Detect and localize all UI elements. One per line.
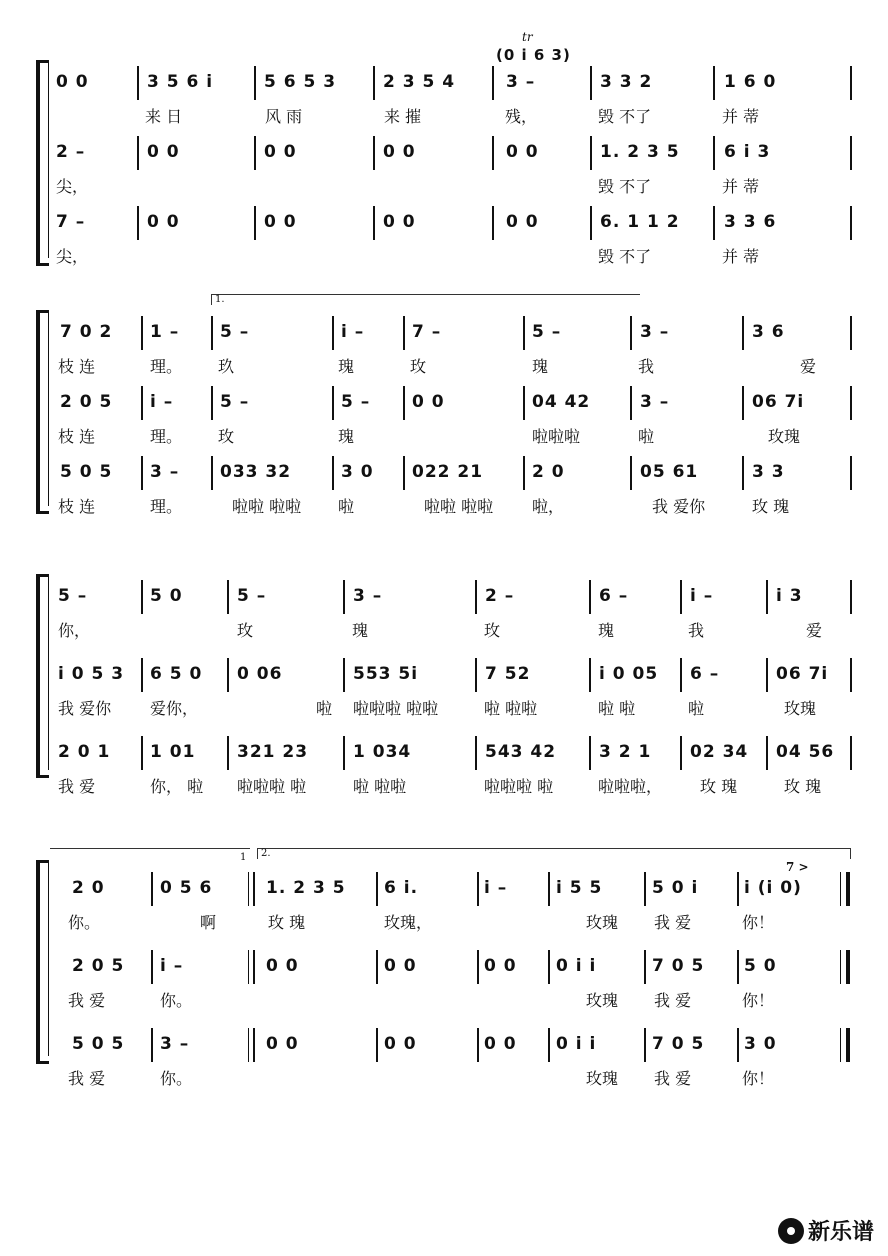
bar-lyrics: 玫 瑰 (268, 913, 306, 932)
barline (630, 456, 632, 490)
bar-lyrics: 理。 (150, 497, 183, 516)
score-system-2 (0, 294, 888, 524)
barline (680, 658, 682, 692)
bar-lyrics: 我 爱 (654, 913, 692, 932)
ornament-notes: (0 i 6 3) (496, 46, 571, 64)
barline (766, 736, 768, 770)
barline (373, 66, 375, 100)
barline (742, 316, 744, 350)
bar-notes: 1 6 0 (724, 72, 777, 92)
part-row (0, 1026, 888, 1096)
barline (477, 1028, 479, 1062)
bar-notes: i 5 5 (556, 878, 603, 898)
bar-lyrics: 我 爱 (654, 991, 692, 1010)
barline (850, 580, 852, 614)
barline (475, 736, 477, 770)
bar-notes: 7 0 2 (60, 322, 113, 342)
part-row (0, 870, 888, 940)
bar-lyrics: 你！ (742, 1069, 775, 1088)
barline (332, 316, 334, 350)
bar-lyrics: 我 爱你 (652, 497, 706, 516)
bar-lyrics: 爱你， (150, 699, 199, 718)
site-logo (778, 1215, 874, 1246)
bar-lyrics: 啦 (688, 699, 705, 718)
barline (713, 66, 715, 100)
bar-lyrics: 毁 不了 (598, 247, 652, 266)
part-row (0, 656, 888, 726)
bar-notes: 6. 1 1 2 (600, 212, 680, 232)
barline (846, 1028, 850, 1062)
bar-notes: 3 – (506, 72, 536, 92)
barline (141, 386, 143, 420)
barline (137, 66, 139, 100)
barline (137, 206, 139, 240)
barline (850, 66, 852, 100)
bar-notes: 5 0 5 (72, 1034, 125, 1054)
bar-notes: 5 0 5 (60, 462, 113, 482)
bar-notes: 0 0 (264, 212, 297, 232)
bar-notes: 3 – (150, 462, 180, 482)
bar-notes: i 0 05 (599, 664, 659, 684)
volta-bracket (211, 294, 640, 305)
bar-notes: 0 5 6 (160, 878, 213, 898)
bar-notes: 6 – (690, 664, 720, 684)
barline (254, 66, 256, 100)
bar-notes: 0 0 (384, 956, 417, 976)
barline (644, 1028, 646, 1062)
bar-notes: 2 3 5 4 (383, 72, 456, 92)
bar-lyrics: 枝 连 (58, 497, 96, 516)
bar-lyrics: 瑰 (532, 357, 549, 376)
bar-notes: i – (160, 956, 184, 976)
barline (737, 872, 739, 906)
bar-notes: 0 0 (147, 212, 180, 232)
barline (737, 950, 739, 984)
barline (492, 136, 494, 170)
bar-notes: 3 2 1 (599, 742, 652, 762)
barline (376, 1028, 378, 1062)
bar-notes: 2 0 5 (72, 956, 125, 976)
bar-lyrics: 你。 (68, 913, 101, 932)
barline (523, 386, 525, 420)
barline (630, 316, 632, 350)
bar-notes: 2 0 1 (58, 742, 111, 762)
bar-lyrics: 玫 瑰 (752, 497, 790, 516)
barline (373, 136, 375, 170)
barline (850, 136, 852, 170)
bar-notes: 5 – (58, 586, 88, 606)
bar-notes: 1 034 (353, 742, 412, 762)
bar-lyrics: 毁 不了 (598, 177, 652, 196)
bar-lyrics: 啦 啦 (598, 699, 636, 718)
bar-lyrics: 啦啦啦 啦 (484, 777, 554, 796)
bar-notes: 5 0 (744, 956, 777, 976)
bar-notes: 3 0 (744, 1034, 777, 1054)
bar-notes: 6 – (599, 586, 629, 606)
bar-notes: 5 0 i (652, 878, 699, 898)
part-row (0, 384, 888, 454)
bar-notes: 7 0 5 (652, 956, 705, 976)
bar-notes: i (i 0) (744, 878, 802, 898)
bar-lyrics: 啦 啦啦 (353, 777, 407, 796)
bar-notes: 0 0 (147, 142, 180, 162)
barline (590, 206, 592, 240)
barline (343, 658, 345, 692)
vinyl-record-icon (778, 1218, 804, 1244)
bar-notes: 0 0 (384, 1034, 417, 1054)
bar-notes: 0 0 (383, 212, 416, 232)
part-row (0, 578, 888, 648)
barline (630, 386, 632, 420)
bar-notes: 0 0 (412, 392, 445, 412)
bar-notes: 5 – (220, 392, 250, 412)
barline (737, 1028, 739, 1062)
barline (548, 872, 550, 906)
barline (141, 580, 143, 614)
barline (850, 206, 852, 240)
bar-notes: i – (484, 878, 508, 898)
bar-lyrics: 玫 (484, 621, 501, 640)
part-row (0, 948, 888, 1018)
bar-notes: 05 61 (640, 462, 699, 482)
barline (523, 456, 525, 490)
bar-lyrics: 啦 (638, 427, 655, 446)
bar-notes: 5 – (532, 322, 562, 342)
barline (850, 316, 852, 350)
bar-notes: 0 06 (237, 664, 283, 684)
barline (403, 316, 405, 350)
barline (846, 872, 850, 906)
barline (343, 580, 345, 614)
bar-lyrics: 我 爱 (68, 991, 106, 1010)
bar-notes: 7 – (56, 212, 86, 232)
bar-notes: i 0 5 3 (58, 664, 125, 684)
bar-lyrics: 我 爱你 (58, 699, 112, 718)
logo-text: 新乐谱 (807, 1220, 874, 1245)
bar-lyrics: 毁 不了 (598, 107, 652, 126)
bar-notes: 7 0 5 (652, 1034, 705, 1054)
barline (850, 658, 852, 692)
bar-lyrics: 我 (638, 357, 655, 376)
bar-lyrics: 玫 (410, 357, 427, 376)
volta-bracket (50, 848, 250, 859)
volta-label: 2. (261, 848, 271, 859)
bar-notes: 553 5i (353, 664, 419, 684)
barline (254, 206, 256, 240)
bar-notes: 022 21 (412, 462, 484, 482)
barline (523, 316, 525, 350)
bar-notes: 2 – (485, 586, 515, 606)
bar-notes: 0 0 (484, 956, 517, 976)
volta-end-label: 1 (240, 852, 247, 863)
bar-lyrics: 尖， (56, 247, 89, 266)
barline (589, 658, 591, 692)
bar-lyrics: 玫瑰 (586, 913, 619, 932)
bar-notes: 0 0 (56, 72, 89, 92)
bar-lyrics: 啦啦啦 啦啦 (353, 699, 439, 718)
bar-notes: 0 i i (556, 1034, 597, 1054)
part-row (0, 314, 888, 384)
bar-notes: 06 7i (776, 664, 829, 684)
bar-notes: 0 i i (556, 956, 597, 976)
bar-notes: 3 – (160, 1034, 190, 1054)
barline (742, 386, 744, 420)
bar-lyrics: 你。 (160, 1069, 193, 1088)
barline (227, 658, 229, 692)
barline (343, 736, 345, 770)
barline (403, 386, 405, 420)
barline (850, 456, 852, 490)
bar-lyrics: 啦， (532, 497, 565, 516)
bar-notes: i – (690, 586, 714, 606)
barline (850, 386, 852, 420)
bar-notes: 5 6 5 3 (264, 72, 337, 92)
bar-lyrics: 啦啦啦 啦 (237, 777, 307, 796)
bar-lyrics: 我 爱 (654, 1069, 692, 1088)
accent-mark: 7 > (786, 860, 809, 874)
bar-lyrics: 啦啦啦 (532, 427, 581, 446)
bar-notes: 321 23 (237, 742, 309, 762)
barline (742, 456, 744, 490)
barline (137, 136, 139, 170)
barline (475, 658, 477, 692)
bar-notes: 5 – (237, 586, 267, 606)
bar-notes: 3 3 2 (600, 72, 653, 92)
bar-lyrics: 你， 啦 (150, 777, 204, 796)
barline (477, 950, 479, 984)
bar-lyrics: 并 蒂 (722, 177, 760, 196)
bar-notes: 3 – (640, 392, 670, 412)
bar-lyrics: 啦啦啦， (598, 777, 663, 796)
barline (403, 456, 405, 490)
barline (376, 872, 378, 906)
barline (211, 316, 213, 350)
barline (590, 136, 592, 170)
bar-notes: i – (150, 392, 174, 412)
barline (680, 580, 682, 614)
bar-notes: i 3 (776, 586, 803, 606)
barline (151, 872, 153, 906)
bar-lyrics: 瑰 (352, 621, 369, 640)
barline (253, 950, 255, 984)
part-row (0, 64, 888, 134)
barline (589, 580, 591, 614)
bar-lyrics: 尖， (56, 177, 89, 196)
bar-lyrics: 我 爱 (58, 777, 96, 796)
bar-notes: 1. 2 3 5 (600, 142, 680, 162)
bar-notes: 033 32 (220, 462, 292, 482)
barline (227, 580, 229, 614)
bar-lyrics: 爱 (800, 357, 817, 376)
barline (713, 206, 715, 240)
bar-notes: 3 0 (341, 462, 374, 482)
bar-lyrics: 玫瑰 (586, 991, 619, 1010)
bar-notes: 0 0 (383, 142, 416, 162)
barline (376, 950, 378, 984)
bar-notes: 6 i. (384, 878, 419, 898)
bar-lyrics: 风 雨 (265, 107, 303, 126)
bar-notes: 5 0 (150, 586, 183, 606)
barline (680, 736, 682, 770)
bar-lyrics: 你， (58, 621, 91, 640)
bar-notes: 2 0 (72, 878, 105, 898)
bar-lyrics: 你！ (742, 991, 775, 1010)
bar-notes: 1. 2 3 5 (266, 878, 346, 898)
barline (253, 1028, 255, 1062)
barline (846, 950, 850, 984)
bar-lyrics: 残， (505, 107, 538, 126)
bar-notes: 2 0 (532, 462, 565, 482)
bar-notes: 1 01 (150, 742, 196, 762)
bar-notes: 2 0 5 (60, 392, 113, 412)
barline (850, 736, 852, 770)
bar-lyrics: 你！ (742, 913, 775, 932)
barline (492, 206, 494, 240)
bar-lyrics: 枝 连 (58, 357, 96, 376)
bar-lyrics: 来 日 (145, 107, 183, 126)
bar-notes: 3 – (640, 322, 670, 342)
barline (211, 386, 213, 420)
barline (492, 66, 494, 100)
bar-notes: 06 7i (752, 392, 805, 412)
bar-notes: 3 6 (752, 322, 785, 342)
volta-bracket (257, 848, 851, 859)
bar-notes: 3 5 6 i (147, 72, 214, 92)
barline (141, 658, 143, 692)
bar-lyrics: 啦啦 啦啦 (232, 497, 302, 516)
bar-lyrics: 玖 (218, 357, 235, 376)
bar-notes: 6 5 0 (150, 664, 203, 684)
barline (713, 136, 715, 170)
barline (548, 1028, 550, 1062)
barline (211, 456, 213, 490)
barline (766, 580, 768, 614)
ornament-mark: tr (522, 30, 533, 44)
bar-notes: 3 3 (752, 462, 785, 482)
bar-notes: 04 56 (776, 742, 835, 762)
bar-lyrics: 玫 (218, 427, 235, 446)
barline (548, 950, 550, 984)
bar-lyrics: 枝 连 (58, 427, 96, 446)
bar-lyrics: 啦 (316, 699, 333, 718)
bar-notes: 0 0 (266, 1034, 299, 1054)
bar-lyrics: 啦 (338, 497, 355, 516)
part-row (0, 134, 888, 204)
bar-lyrics: 瑰 (598, 621, 615, 640)
barline (477, 872, 479, 906)
volta-label: 1. (215, 294, 225, 305)
bar-notes: 3 3 6 (724, 212, 777, 232)
barline (227, 736, 229, 770)
bar-lyrics: 玫 瑰 (700, 777, 738, 796)
barline (644, 872, 646, 906)
bar-lyrics: 瑰 (338, 427, 355, 446)
bar-lyrics: 我 爱 (68, 1069, 106, 1088)
bar-notes: 543 42 (485, 742, 557, 762)
bar-lyrics: 啦啦 啦啦 (424, 497, 494, 516)
part-row (0, 204, 888, 274)
part-row (0, 734, 888, 804)
bar-lyrics: 瑰 (338, 357, 355, 376)
bar-notes: 2 – (56, 142, 86, 162)
bar-lyrics: 玫瑰， (384, 913, 433, 932)
barline (151, 1028, 153, 1062)
barline (589, 736, 591, 770)
bar-lyrics: 玫 瑰 (784, 777, 822, 796)
barline (141, 456, 143, 490)
bar-notes: 1 – (150, 322, 180, 342)
score-system-1 (0, 30, 888, 278)
barline (373, 206, 375, 240)
barline (766, 658, 768, 692)
bar-lyrics: 来 摧 (384, 107, 422, 126)
bar-notes: 5 – (220, 322, 250, 342)
bar-lyrics: 玫瑰 (586, 1069, 619, 1088)
bar-lyrics: 玫瑰 (768, 427, 801, 446)
barline (475, 580, 477, 614)
bar-lyrics: 理。 (150, 427, 183, 446)
score-system-4 (0, 842, 888, 1088)
score-system-3 (0, 564, 888, 794)
bar-notes: 0 0 (484, 1034, 517, 1054)
bar-notes: i – (341, 322, 365, 342)
bar-lyrics: 玫瑰 (784, 699, 817, 718)
bar-notes: 0 0 (266, 956, 299, 976)
bar-notes: 0 0 (506, 142, 539, 162)
bar-lyrics: 并 蒂 (722, 107, 760, 126)
barline (254, 136, 256, 170)
bar-notes: 7 – (412, 322, 442, 342)
bar-notes: 7 52 (485, 664, 531, 684)
bar-lyrics: 并 蒂 (722, 247, 760, 266)
bar-notes: 5 – (341, 392, 371, 412)
bar-lyrics: 玫 (237, 621, 254, 640)
part-row (0, 454, 888, 524)
barline (253, 872, 255, 906)
bar-lyrics: 你。 (160, 991, 193, 1010)
bar-lyrics: 我 (688, 621, 705, 640)
bar-lyrics: 爱 (806, 621, 823, 640)
bar-notes: 3 – (353, 586, 383, 606)
bar-notes: 02 34 (690, 742, 749, 762)
barline (141, 736, 143, 770)
bar-lyrics: 啦 啦啦 (484, 699, 538, 718)
bar-notes: 0 0 (506, 212, 539, 232)
barline (332, 456, 334, 490)
barline (590, 66, 592, 100)
bar-lyrics: 理。 (150, 357, 183, 376)
barline (332, 386, 334, 420)
bar-notes: 0 0 (264, 142, 297, 162)
barline (151, 950, 153, 984)
bar-notes: 6 i 3 (724, 142, 771, 162)
bar-lyrics: 啊 (200, 913, 217, 932)
bar-notes: 04 42 (532, 392, 591, 412)
barline (141, 316, 143, 350)
barline (644, 950, 646, 984)
